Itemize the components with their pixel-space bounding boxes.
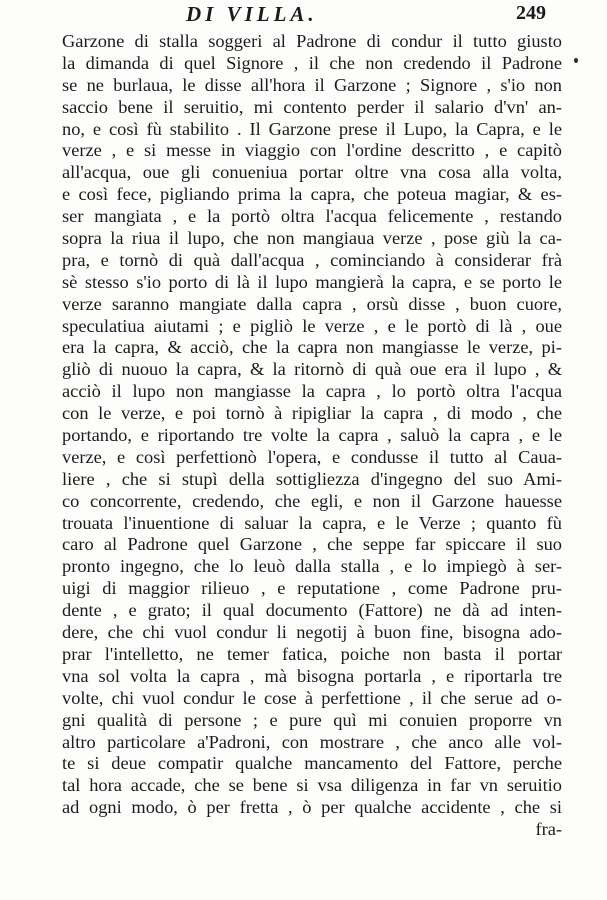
- running-title: DI VILLA.: [186, 2, 318, 26]
- text-line: era la capra, & acciò, che la capra non mangiasse le verze, pi-: [62, 337, 562, 358]
- text-line: altro particolare a'Padroni, con mostrare , che anco alle vol-: [62, 731, 562, 752]
- catchword: fra-: [535, 819, 562, 840]
- text-line: dere, che chi vuol condur li negotij à buon fine, bisogna ado-: [62, 622, 562, 643]
- text-line: verze saranno mangiate dalla capra , orsù disse , buon cuore,: [62, 293, 562, 314]
- text-line: dente , e grato; il qual documento (Fattore) ne dà ad inten-: [62, 600, 562, 621]
- ink-speck: [574, 58, 578, 63]
- text-line: la dimanda di quel Signore , il che non credendo il Padrone: [62, 52, 562, 73]
- text-line: no, e così fù stabilito . Il Garzone prese il Lupo, la Capra, e le: [62, 118, 562, 139]
- text-line: caro al Padrone quel Garzone , che seppe far spiccare il suo: [62, 534, 562, 555]
- text-line: se ne burlaua, le disse all'hora il Garzone ; Signore , s'io non: [62, 74, 562, 95]
- text-line: vna sol volta la capra , mà bisogna portarla , e riportarla tre: [62, 665, 562, 686]
- text-line: uigi di maggior rilieuo , e reputatione , come Padrone pru-: [62, 578, 562, 599]
- text-line: trouata l'inuentione di saluar la capra, e le Verze ; quanto fù: [62, 512, 562, 533]
- text-line: gni qualità di persone ; e pure quì mi conuien proporre vn: [62, 709, 562, 730]
- text-line: portando, e riportando tre volte la capra , saluò la capra , e le: [62, 425, 562, 446]
- text-line: sè stesso s'io porto di là il lupo mangierà la capra, e se porto le: [62, 271, 562, 292]
- text-line: verze , e si messe in viaggio con l'ordine descritto , e capitò: [62, 140, 562, 161]
- text-line: liere , che si stupì della sottigliezza d'ingegno del suo Ami-: [62, 468, 562, 489]
- text-line: saccio bene il seruitio, mi contento perder il salario d'vn' an-: [62, 96, 562, 117]
- text-line: volte, chi vuol condur le cose à perfettione , il che serue ad o-: [62, 687, 562, 708]
- text-line: con le verze, e poi tornò à ripigliar la capra , di modo , che: [62, 403, 562, 424]
- text-line: tal hora accade, che se bene si vsa diligenza in far vn seruitio: [62, 775, 562, 796]
- text-line: prar l'intelletto, ne temer fatica, poiche non basta il portar: [62, 643, 562, 664]
- text-line: te si deue compatir qualche mancamento del Fattore, perche: [62, 753, 562, 774]
- page-header: [0, 2, 607, 24]
- text-line: ad ogni modo, ò per fretta , ò per qualche accidente , che si: [62, 797, 562, 818]
- text-line: ser mangiata , e la portò oltra l'acqua felicemente , restando: [62, 206, 562, 227]
- text-line: all'acqua, oue gli conueniua portar oltre vna cosa alla volta,: [62, 162, 562, 183]
- text-line: sopra la riua il lupo, che non mangiaua verze , pose giù la ca-: [62, 228, 562, 249]
- text-line: pra, e tornò di quà dall'acqua , cominciando à considerar frà: [62, 249, 562, 270]
- text-line: speculatiua aiutami ; e pigliò le verze , e le portò di là , oue: [62, 315, 562, 336]
- text-line: co concorrente, credendo, che egli, e non il Garzone hauesse: [62, 490, 562, 511]
- body-text: [62, 31, 562, 841]
- text-line: verze, e così perfettionò l'opera, e condusse il tutto al Caua-: [62, 446, 562, 467]
- text-line: Garzone di stalla soggeri al Padrone di condur il tutto giusto: [62, 31, 562, 51]
- text-line: gliò di nuouo la capra, & la ritornò di quà oue era il lupo , &: [62, 359, 562, 380]
- text-line: acciò il lupo non mangiasse la capra , lo portò oltra l'acqua: [62, 381, 562, 402]
- text-line: e così fece, pigliando prima la capra, che poteua magiar, & es-: [62, 184, 562, 205]
- page-number: 249: [516, 2, 546, 24]
- text-line: pronto ingegno, che lo leuò dalla stalla , e lo impiegò à ser-: [62, 556, 562, 577]
